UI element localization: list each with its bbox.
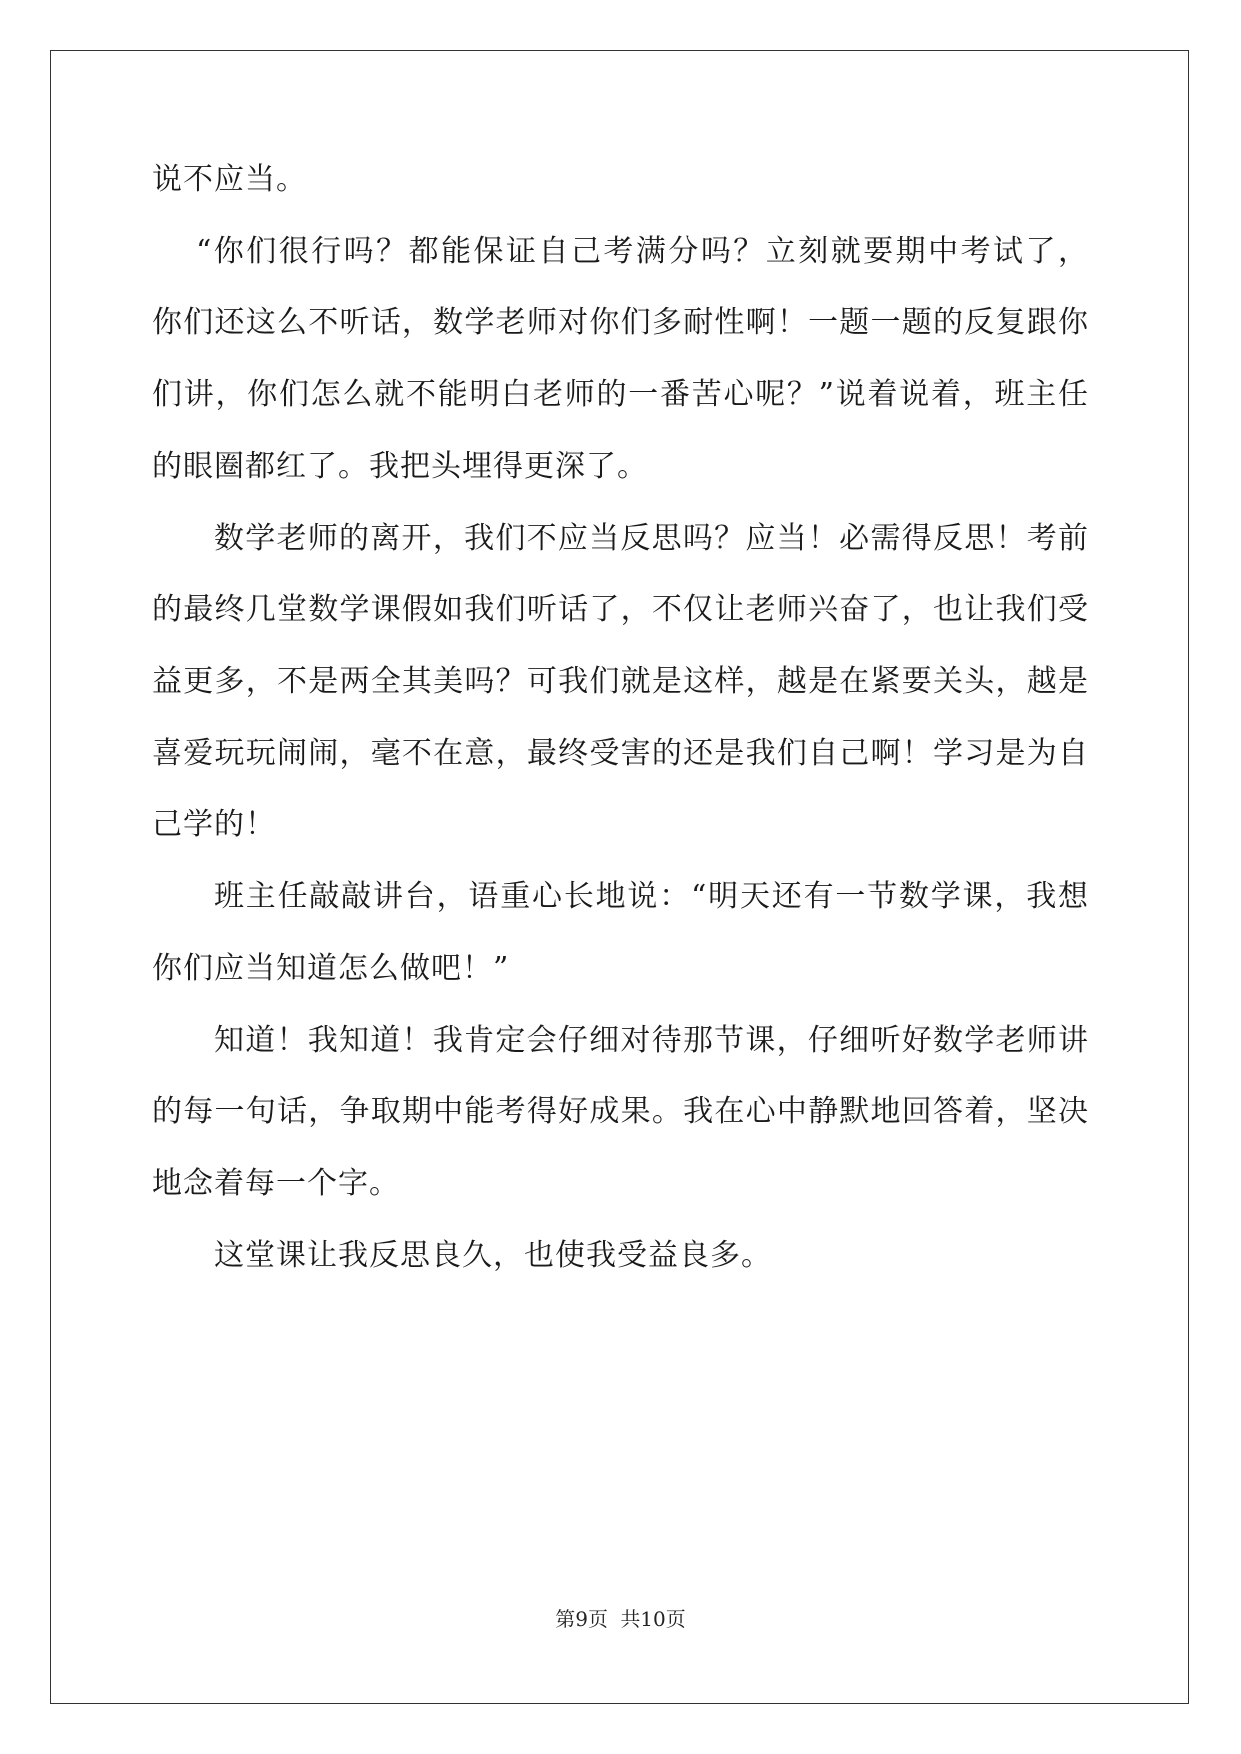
text-line: “你们很行吗？都能保证自己考满分吗？立刻就要期中考试了， xyxy=(196,234,1088,269)
text-line: 的每一句话，争取期中能考得好成果。我在心中静默地回答着，坚决 xyxy=(152,1094,1088,1129)
text-line: 己学的！ xyxy=(152,807,276,842)
text-line: 你们还这么不听话，数学老师对你们多耐性啊！一题一题的反复跟你 xyxy=(152,305,1088,340)
page-footer xyxy=(0,1607,1241,1631)
text-line: 的最终几堂数学课假如我们听话了，不仅让老师兴奋了，也让我们受 xyxy=(152,592,1088,627)
page-total: 共10页 xyxy=(620,1607,686,1631)
text-line: 的眼圈都红了。我把头埋得更深了。 xyxy=(152,449,648,484)
text-line: 说不应当。 xyxy=(152,162,307,197)
text-line: 们讲，你们怎么就不能明白老师的一番苦心呢？”说着说着，班主任 xyxy=(152,377,1088,412)
text-line: 这堂课让我反思良久，也使我受益良多。 xyxy=(214,1238,772,1273)
text-line: 益更多，不是两全其美吗？可我们就是这样，越是在紧要关头，越是 xyxy=(152,664,1088,699)
text-line: 数学老师的离开，我们不应当反思吗？应当！必需得反思！考前 xyxy=(214,521,1088,556)
text-line: 喜爱玩玩闹闹，毫不在意，最终受害的还是我们自己啊！学习是为自 xyxy=(152,736,1088,771)
text-line: 班主任敲敲讲台，语重心长地说：“明天还有一节数学课，我想 xyxy=(214,879,1088,914)
text-line: 你们应当知道怎么做吧！” xyxy=(152,951,510,986)
text-line: 地念着每一个字。 xyxy=(152,1166,400,1201)
page-border xyxy=(50,50,1189,1704)
page-number: 第9页 xyxy=(555,1607,608,1631)
text-line: 知道！我知道！我肯定会仔细对待那节课，仔细听好数学老师讲 xyxy=(214,1023,1088,1058)
